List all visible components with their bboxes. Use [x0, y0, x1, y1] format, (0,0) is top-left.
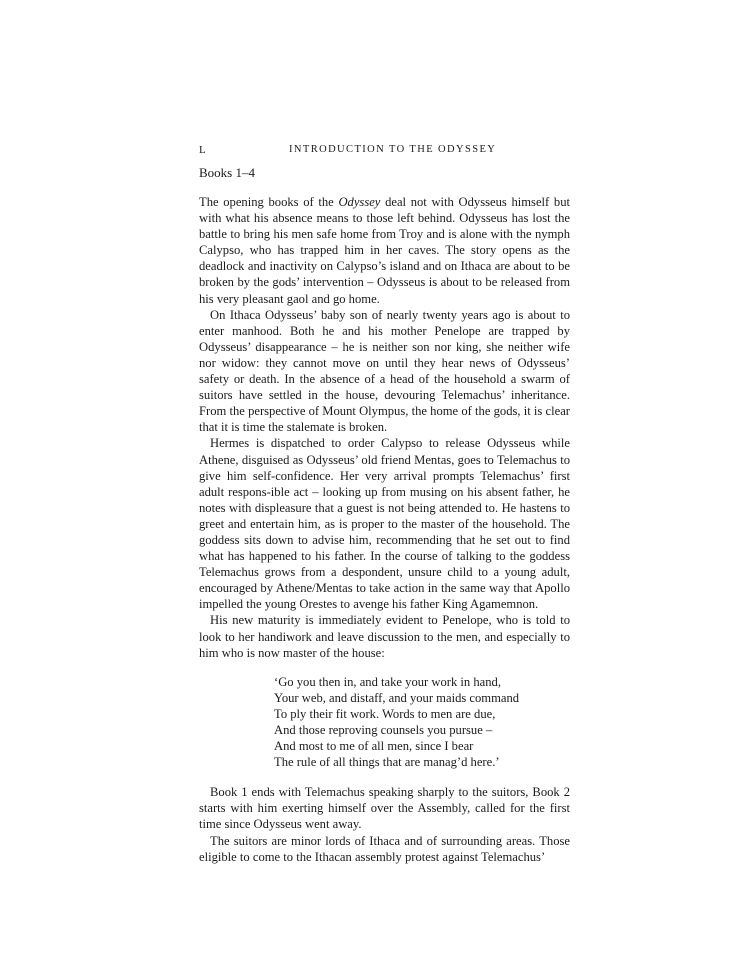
verse-line: To ply their fit work. Words to men are due,: [274, 706, 496, 721]
section-heading: Books 1–4: [199, 165, 255, 180]
paragraph-1-start: The opening books of the: [199, 195, 339, 209]
verse-line: ‘Go you then in, and take your work in hand,: [274, 674, 501, 689]
verse-line: Your web, and distaff, and your maids command: [274, 690, 520, 705]
verse-line: And most to me of all men, since I bear: [274, 739, 474, 754]
paragraph-3: Hermes is dispatched to order Calypso to release Odysseus while Athene, disguised as Odysseus’ old friend Mentas, goes to Telemachus to give him self-confidence. Her very arrival prompts Telemachus’ first adult respons-ible act – looking up from musing on his absent father, he notes with displeasure that a guest is not being attended to. He hastens to greet and entertain him, as is proper to the master of the household. The goddess sits down to advise him, recommending that he set out to find what has happened to his father. In the course of talking to the goddess Telemachus grows from a despondent, unsure child to a young adult, encouraged by Athene/Mentas to take action in the same way that Apollo impelled the young Orestes to avenge his father King Agamemnon.: [199, 436, 570, 612]
running-head: [199, 140, 570, 160]
paragraph-4: His new maturity is immediately evident to Penelope, who is told to look to her handiwork and leave discussion to the men, and especially to him who is now master of the house:: [199, 613, 570, 660]
paragraph-1: [199, 194, 570, 307]
book-title-italic: Odyssey: [338, 195, 381, 209]
paragraph-6: The suitors are minor lords of Ithaca and of surrounding areas. Those eligible to come to the Ithacan assembly protest against Telemachus’: [199, 833, 570, 864]
running-title: INTRODUCTION TO THE ODYSSEY: [289, 144, 497, 155]
paragraph-2: On Ithaca Odysseus’ baby son of nearly twenty years ago is about to enter manhood. Both he and his mother Penelope are trapped by Odysseus’ disappearance – he is neither son nor king, she neither wife nor widow: they cannot move on until they hear news of Odysseus’ safety or death. In the absence of a head of the household a swarm of suitors have settled in the house, devouring Telemachus’ inheritance. From the perspective of Mount Olympus, the home of the gods, it is clear that it is time the stalemate is broken.: [199, 307, 570, 435]
verse-quotation: [274, 674, 570, 771]
book-page: [199, 140, 570, 865]
paragraph-1-rest: deal not with Odysseus himself but with what his absence means to those left behind. Odysseus has lost the battle to bring his men safe home from Troy and is alone with the nymph Calypso, who has trapped him in her caves. The story opens as the deadlock and inactivity on Calypso’s island and on Ithaca are about to be broken by the gods’ intervention – Odysseus is about to be released from his very pleasant gaol and go home.: [199, 195, 570, 306]
paragraph-5: Book 1 ends with Telemachus speaking sharply to the suitors, Book 2 starts with him exerting himself over the Assembly, called for the first time since Odysseus went away.: [199, 785, 570, 832]
verse-line: And those reproving counsels you pursue –: [274, 723, 493, 737]
verse-line: The rule of all things that are manag’d here.’: [274, 755, 500, 770]
page-number: L: [199, 144, 207, 156]
